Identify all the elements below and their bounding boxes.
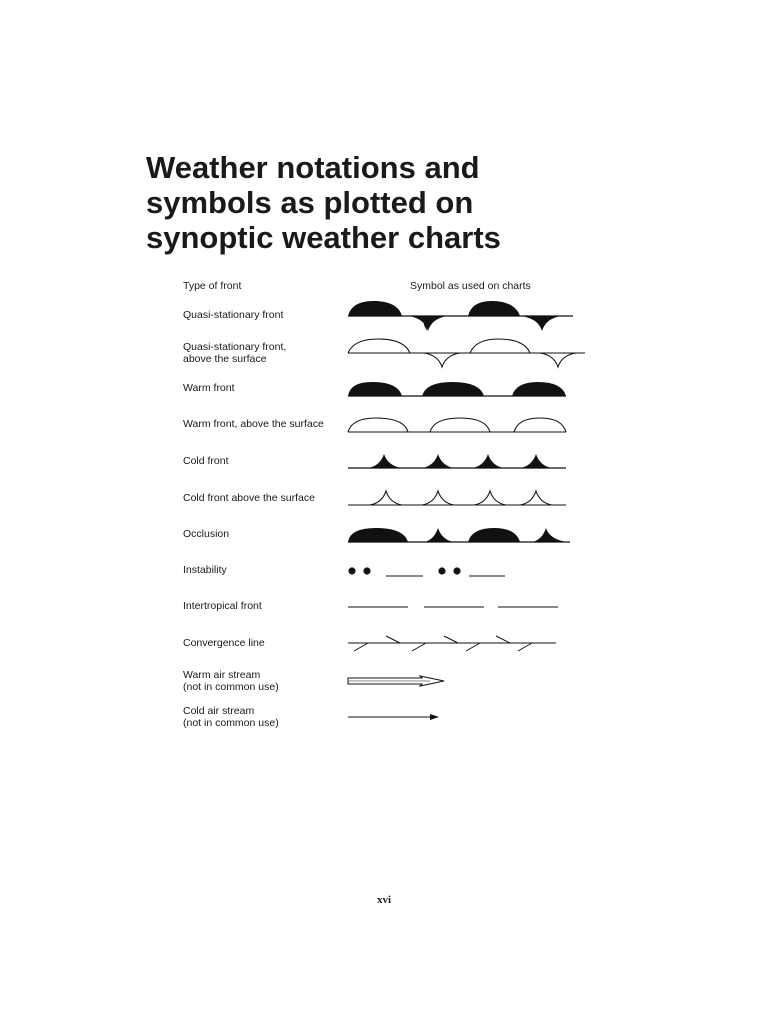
row-label-warm-front-above (183, 418, 324, 430)
row-label-convergence-line (183, 637, 265, 649)
cold-front-symbol (340, 448, 600, 472)
column-header-type: Type of front (183, 280, 242, 292)
row-label-intertropical-front (183, 600, 262, 612)
warm-air-stream-arrow (340, 672, 600, 690)
row-label-text: Warm front (183, 382, 235, 394)
row-label-subtext: (not in common use) (183, 717, 279, 729)
column-header-symbol: Symbol as used on charts (410, 280, 531, 292)
row-label-subtext: (not in common use) (183, 681, 279, 693)
warm-front-above-surface-symbol (340, 410, 600, 438)
row-label-text: Instability (183, 564, 227, 576)
row-label-warm-air-stream (183, 669, 279, 693)
row-label-text: Warm air stream (183, 669, 261, 681)
row-label-text: Cold air stream (183, 705, 255, 717)
cold-air-stream-arrow (340, 709, 600, 725)
row-label-quasi-stationary-front-above (183, 341, 286, 365)
row-label-text: Cold front above the surface (183, 492, 315, 504)
convergence-line-symbol (340, 630, 600, 656)
row-label-subtext: above the surface (183, 353, 267, 365)
intertropical-front-symbol (340, 598, 600, 614)
quasi-stationary-front-above-surface-symbol (340, 335, 600, 371)
cold-front-above-surface-symbol (340, 486, 600, 510)
row-label-instability (183, 564, 227, 576)
row-label-cold-front-above (183, 492, 315, 504)
row-label-cold-front (183, 455, 229, 467)
page-title: Weather notations and symbols as plotted on synoptic weather charts (146, 150, 501, 255)
row-label-text: Quasi-stationary front (183, 309, 284, 321)
quasi-stationary-front-symbol (340, 298, 600, 334)
row-label-warm-front (183, 382, 235, 394)
row-label-text: Cold front (183, 455, 229, 467)
row-label-occlusion (183, 528, 229, 540)
row-label-quasi-stationary-front (183, 309, 283, 321)
row-label-text: Quasi-stationary front, (183, 341, 287, 353)
row-label-text: Convergence line (183, 637, 265, 649)
instability-symbol (340, 562, 600, 582)
occlusion-symbol (340, 520, 600, 546)
row-label-text: Warm front, above the surface (183, 418, 324, 430)
row-label-cold-air-stream (183, 705, 279, 729)
row-label-text: Intertropical front (183, 600, 262, 612)
warm-front-symbol (340, 374, 600, 402)
page-number: xvi (376, 894, 392, 906)
row-label-text: Occlusion (183, 528, 230, 540)
